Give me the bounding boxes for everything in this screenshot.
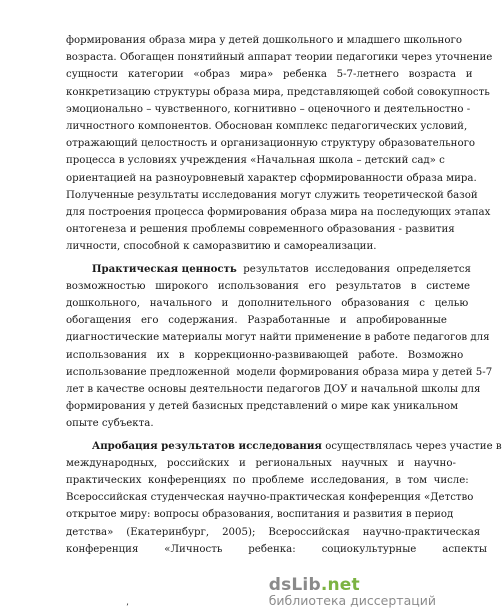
- text-line: [66, 172, 477, 185]
- text-run: личности, способной к саморазвитию и самореализации.: [66, 241, 377, 253]
- watermark-site-name: [269, 575, 436, 595]
- text-line: [66, 508, 454, 521]
- page-scan-mark: ٬: [126, 603, 129, 613]
- text-run: возможностью широкого использования его результатов в системе: [66, 280, 471, 292]
- text-line: [66, 457, 456, 470]
- text-run: осуществлялась через участие в: [321, 440, 502, 452]
- text-line: [66, 383, 481, 396]
- text-run: возраста. Обогащен понятийный аппарат теории педагогики через уточнение: [66, 52, 493, 64]
- watermark-subtitle: библиотека диссертаций: [268, 593, 436, 608]
- text-line: [66, 68, 473, 81]
- text-run: эмоционально – чувственного, когнитивно – оценочного и деятельностно -: [66, 103, 471, 115]
- text-run: открытое миру: вопросы образования, воспитания и развития в период: [66, 509, 454, 521]
- text-line: [66, 417, 417, 430]
- text-line: [66, 331, 490, 344]
- text-run: использование предложенной модели формирования образа мира у детей 5-7: [66, 366, 493, 378]
- text-run: конкретизацию структуры образа мира, представляющей собой совокупность: [66, 86, 490, 98]
- text-line: [66, 262, 471, 276]
- text-line: [66, 280, 471, 293]
- text-run: использования их в коррекционно-развивающей работе. Возможно: [66, 349, 464, 361]
- text-line: [66, 439, 502, 453]
- text-run: для построения процесса формирования образа мира на последующих этапах: [66, 207, 491, 218]
- text-line: [66, 366, 493, 379]
- text-run: онтогенеза и решения проблемы современного образования - развития: [66, 224, 455, 236]
- text-run: конференция «Личность ребенка: социокультурные аспекты: [66, 543, 487, 555]
- text-run: отражающий целостность и организационную структуру образовательного: [66, 138, 476, 150]
- text-run: обогащения его содержания. Разработанные и апробированные: [66, 315, 447, 327]
- text-line: [66, 137, 476, 150]
- text-run: ориентацией на разноуровневый характер сформированности образа мира.: [66, 172, 477, 184]
- text-line: [66, 297, 469, 310]
- text-line: [66, 34, 462, 47]
- text-line: [66, 206, 491, 219]
- text-run: процесса в условиях учреждения «Начальная школа – детский сад» с: [66, 155, 445, 167]
- text-line: [66, 240, 417, 253]
- text-line: [66, 543, 487, 556]
- text-run: лет в качестве основы деятельности педагогов ДОУ и начальной школы для: [66, 384, 481, 395]
- text-line: [66, 223, 455, 236]
- text-run: детства» (Екатеринбург, 2005); Всероссийская научно-практическая: [66, 526, 481, 538]
- text-run: международных, российских и региональных научных и научно-: [66, 457, 456, 469]
- text-run: формирования у детей базисных представлений о мире как уникальном: [66, 401, 459, 413]
- text-line: [66, 154, 445, 167]
- text-run: личностного компонентов. Обоснован комплекс педагогических условий,: [66, 121, 468, 132]
- text-run: дошкольного, начального и дополнительного образования с целью: [66, 298, 469, 309]
- text-line: [66, 474, 469, 487]
- text-run: [66, 264, 92, 275]
- text-line: [66, 314, 447, 327]
- bold-run: Практическая ценность: [91, 262, 237, 275]
- text-line: [66, 103, 471, 116]
- text-line: [66, 120, 468, 133]
- text-run: [66, 441, 92, 452]
- text-run: Всероссийская студенческая научно-практическая конференция «Детство: [66, 492, 474, 504]
- text-line: [66, 86, 490, 99]
- text-run: опыте субъекта.: [66, 418, 154, 430]
- text-line: [66, 189, 478, 202]
- text-run: практических конференциях по проблеме исследования, в том числе:: [66, 475, 469, 486]
- text-line: [66, 400, 459, 413]
- bold-run: Апробация результатов исследования: [91, 439, 322, 452]
- text-run: диагностические материалы могут найти применение в работе педагогов для: [66, 332, 490, 344]
- site-watermark: [269, 575, 436, 608]
- text-line: [66, 349, 464, 362]
- text-line: [66, 51, 493, 64]
- text-run: Полученные результаты исследования могут служить теоретической базой: [66, 189, 478, 201]
- text-run: формирования образа мира у детей дошкольного и младшего школьного: [66, 35, 462, 46]
- text-line: [66, 491, 474, 504]
- text-line: [66, 526, 481, 539]
- text-run: результатов исследования определяется: [236, 263, 471, 275]
- text-run: сущности категории «образ мира» ребенка 5-7-летнего возраста и: [66, 69, 473, 81]
- watermark-site-suffix: .net: [320, 575, 360, 595]
- watermark-site-prefix: dsLib: [268, 575, 321, 595]
